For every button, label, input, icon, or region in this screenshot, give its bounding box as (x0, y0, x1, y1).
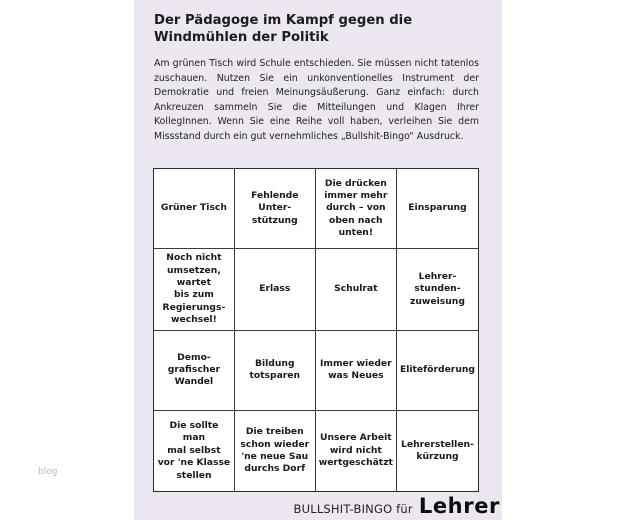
watermark: blog (38, 467, 58, 477)
bingo-cell[interactable]: Immer wieder was Neues (316, 331, 397, 411)
card-title-line: Der Pädagoge im Kampf gegen die (154, 13, 413, 28)
bingo-cell[interactable]: Grüner Tisch (154, 169, 235, 249)
bingo-cell[interactable]: Erlass (235, 249, 316, 330)
bingo-card (134, 0, 502, 520)
card-title (154, 12, 484, 46)
bingo-cell[interactable]: Einsparung (397, 169, 478, 249)
intro-text: Am grünen Tisch wird Schule entschieden. Sie müssen nicht tatenlos zuschauen. Nutzen Sie ein unkonventionelles Instrument der Demokratie und freien Meinungsäußerung. Ganz einfach: durch Ankreuzen sammeln Sie die Mitteilungen und Klagen Ihrer KollegInnen. Wenn Sie eine Reihe voll haben, verleihen Sie dem Missstand durch ein gut vernehmliches „Bullshit-Bingo“ Ausdruck. (154, 58, 479, 142)
bingo-cell[interactable]: Bildung totsparen (235, 331, 316, 411)
bingo-cell[interactable]: Lehrerstellen- kürzung (401, 438, 474, 462)
footer-label: BULLSHIT-BINGO für (293, 502, 413, 516)
bingo-cell[interactable]: Die drücken immer mehr durch – von oben nach unten! (316, 169, 397, 249)
card-title-line: Windmühlen der Politik (154, 30, 329, 45)
footer-brand: Lehrer (418, 494, 500, 518)
bingo-cell[interactable]: Demo- grafischer Wandel (154, 331, 235, 411)
bingo-cell[interactable]: Unsere Arbeit wird nicht wertgeschätzt (316, 411, 397, 491)
bingo-grid (153, 168, 479, 492)
bingo-cell[interactable]: Eliteförderung (397, 331, 478, 411)
bingo-cell[interactable]: Die treiben schon wieder 'ne neue Sau durchs Dorf (235, 411, 316, 491)
bingo-cell[interactable]: Lehrer- stunden- zuweisung (397, 249, 478, 330)
card-footer (134, 494, 500, 518)
bingo-cell[interactable]: Schulrat (316, 249, 397, 330)
bingo-cell[interactable]: Noch nicht umsetzen, wartet bis zum Regierungs- wechsel! (154, 249, 235, 330)
bingo-cell[interactable]: Fehlende Unter- stützung (235, 169, 316, 249)
bingo-cell[interactable]: Die sollte man mal selbst vor 'ne Klasse stellen (154, 411, 235, 491)
